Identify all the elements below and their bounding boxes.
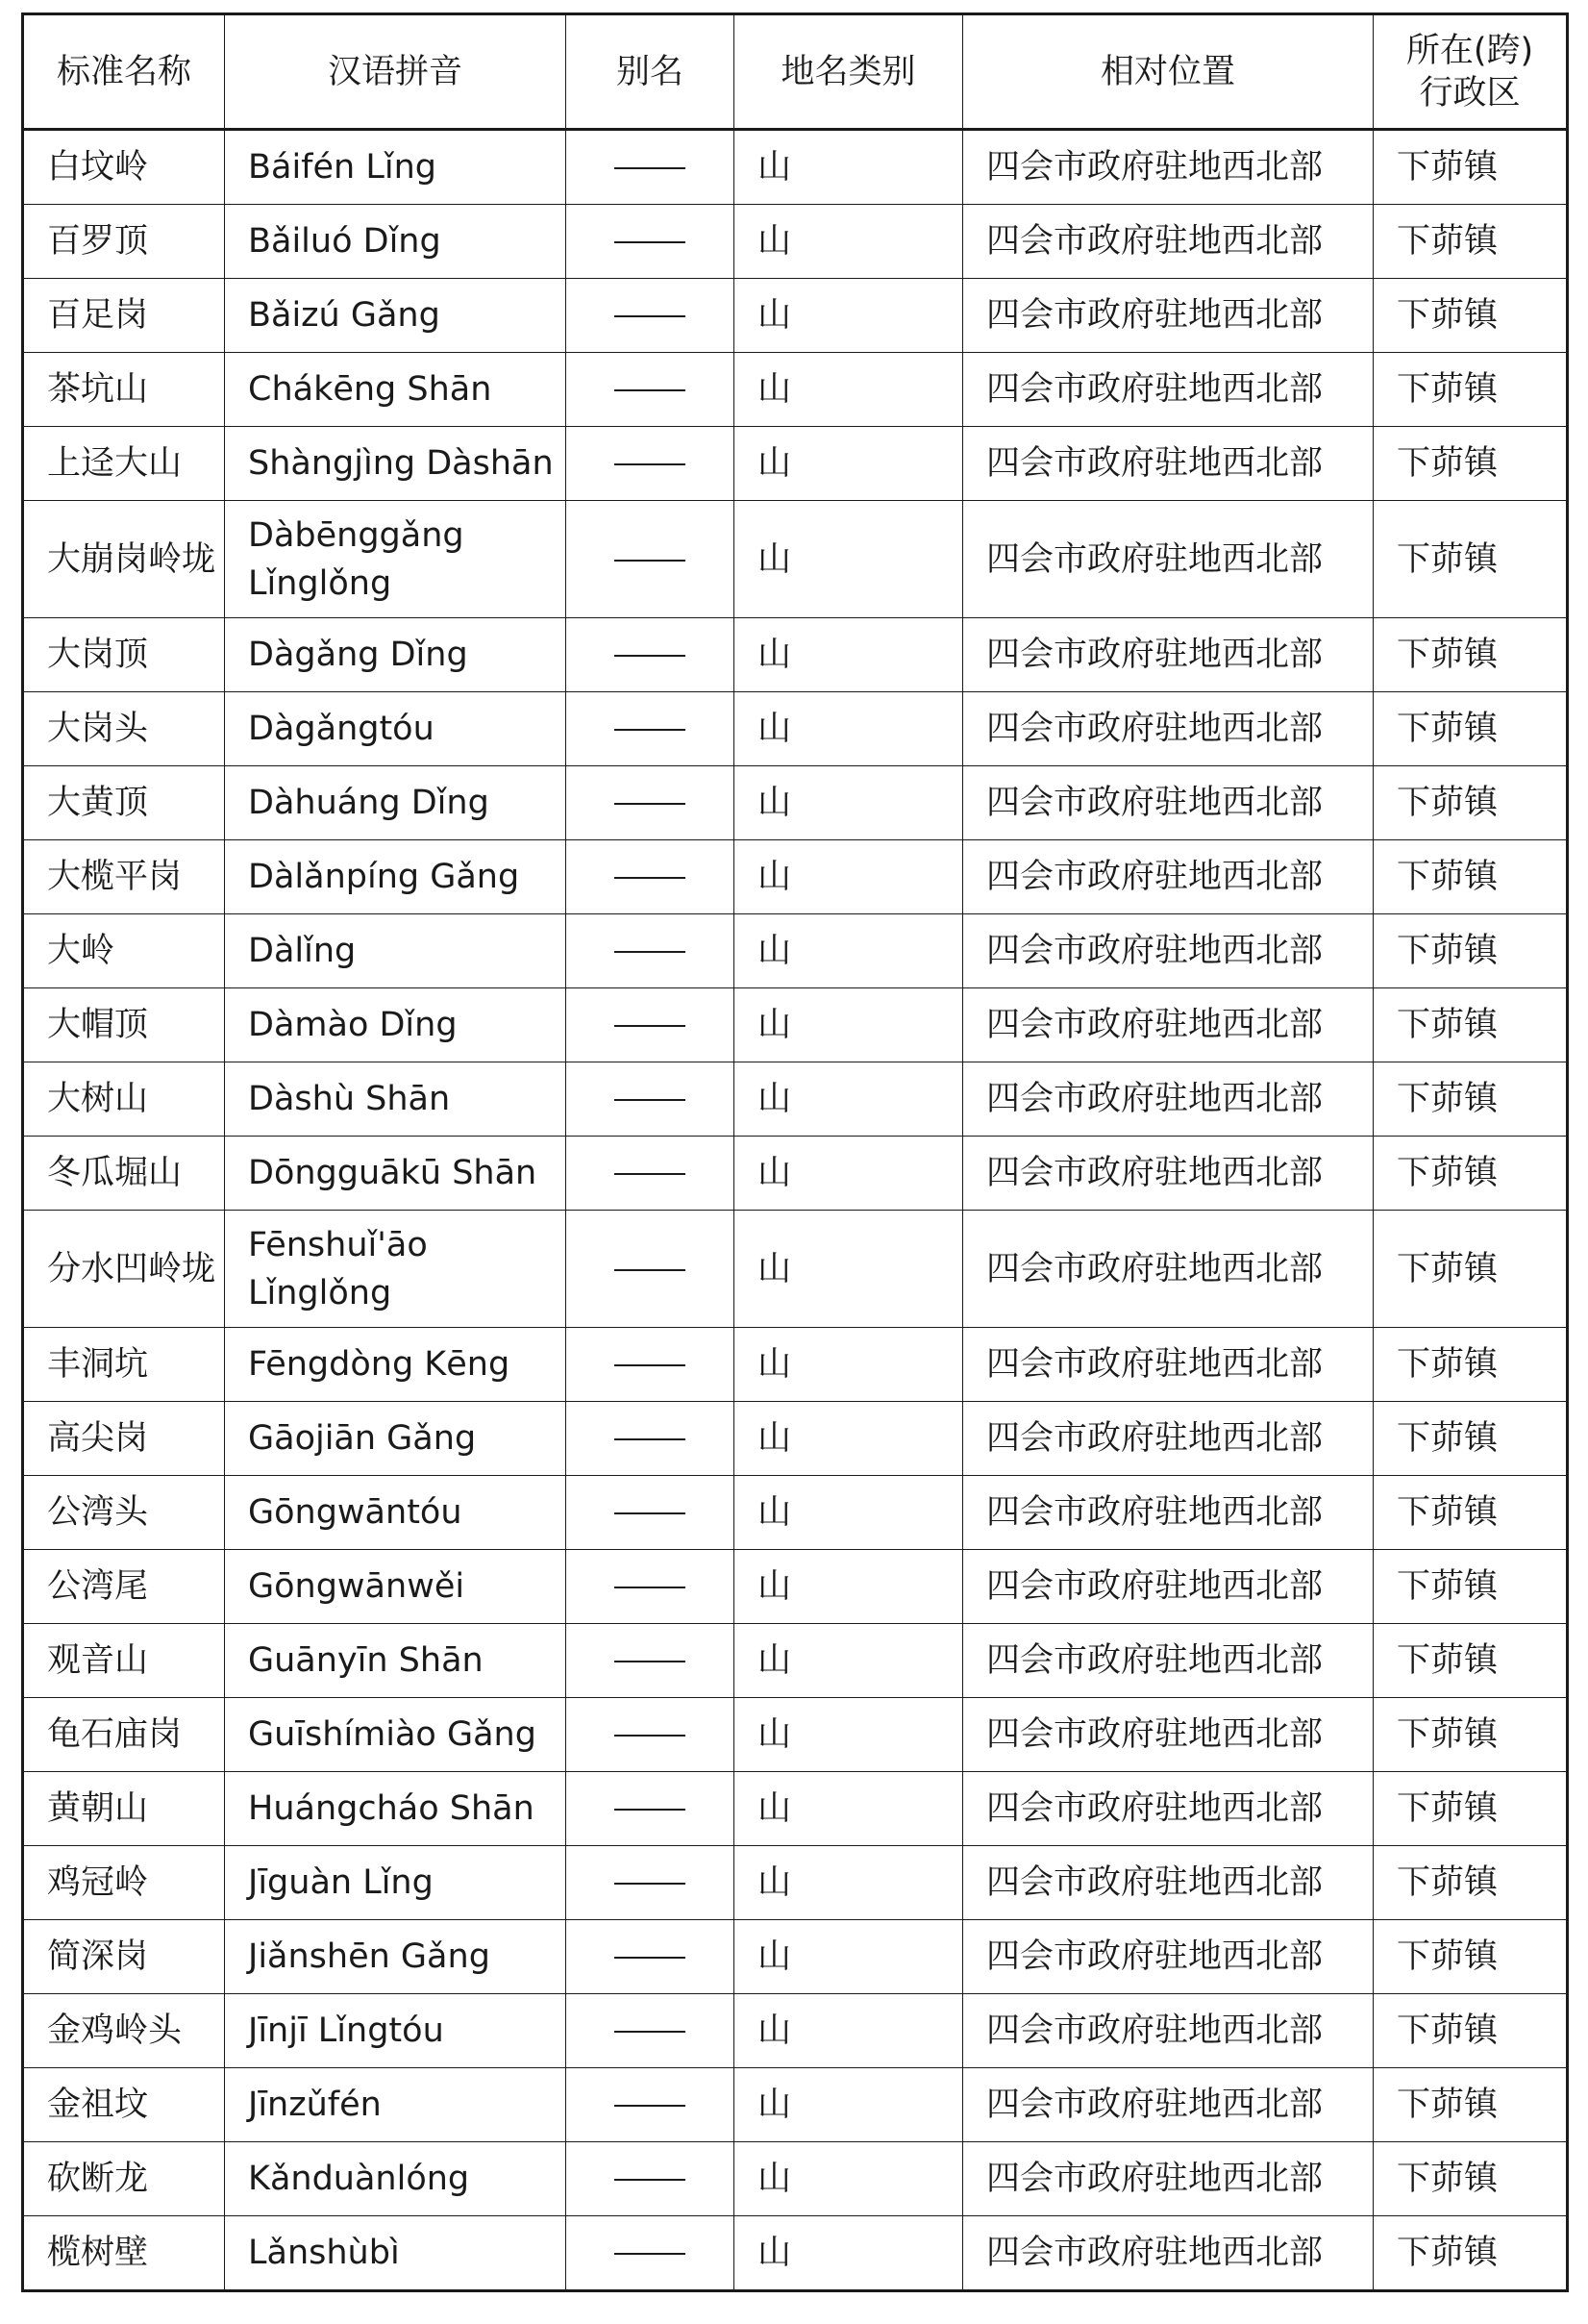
table-row [23,1137,1568,1211]
cell-alias [566,1624,734,1698]
alias-dash [614,1438,685,1440]
alias-dash [614,1364,685,1366]
table-row [23,1772,1568,1846]
cell-relative-position: 四会市政府驻地西北部 [963,2142,1374,2216]
cell-pinyin: Kǎnduànlóng [225,2142,566,2216]
cell-pinyin: Chákēng Shān [225,353,566,427]
cell-admin-region: 下茆镇 [1374,840,1568,914]
cell-alias [566,988,734,1062]
cell-pinyin: Dōngguākū Shān [225,1137,566,1211]
cell-relative-position: 四会市政府驻地西北部 [963,501,1374,618]
cell-pinyin: Dàshù Shān [225,1062,566,1137]
cell-pinyin: Fēngdòng Kēng [225,1328,566,1402]
cell-category: 山 [734,130,963,205]
table-row [23,130,1568,205]
cell-standard-name: 大榄平岗 [23,840,225,914]
cell-pinyin: Gōngwāntóu [225,1476,566,1550]
cell-standard-name: 大树山 [23,1062,225,1137]
alias-dash [614,2105,685,2107]
cell-category: 山 [734,914,963,988]
table-row [23,692,1568,766]
alias-dash [614,1957,685,1959]
cell-standard-name: 简深岗 [23,1920,225,1994]
table-row [23,1846,1568,1920]
cell-admin-region: 下茆镇 [1374,914,1568,988]
cell-category: 山 [734,766,963,840]
cell-category: 山 [734,988,963,1062]
cell-relative-position: 四会市政府驻地西北部 [963,1920,1374,1994]
cell-relative-position: 四会市政府驻地西北部 [963,1062,1374,1137]
cell-admin-region: 下茆镇 [1374,1846,1568,1920]
cell-category: 山 [734,2068,963,2142]
cell-alias [566,1550,734,1624]
cell-alias [566,2068,734,2142]
cell-pinyin: Báifén Lǐng [225,130,566,205]
cell-standard-name: 金祖坟 [23,2068,225,2142]
cell-standard-name: 公湾尾 [23,1550,225,1624]
cell-admin-region: 下茆镇 [1374,1328,1568,1402]
table-row [23,618,1568,692]
cell-pinyin: Jīguàn Lǐng [225,1846,566,1920]
cell-category: 山 [734,427,963,501]
cell-alias [566,1062,734,1137]
alias-dash [614,729,685,731]
alias-dash [614,1173,685,1175]
cell-alias [566,692,734,766]
table-row [23,1211,1568,1328]
cell-admin-region: 下茆镇 [1374,1994,1568,2068]
table-row [23,1402,1568,1476]
cell-standard-name: 龟石庙岗 [23,1698,225,1772]
cell-pinyin: Dàgǎng Dǐng [225,618,566,692]
alias-dash [614,2031,685,2033]
cell-category: 山 [734,1211,963,1328]
cell-standard-name: 百罗顶 [23,205,225,279]
cell-admin-region: 下茆镇 [1374,1476,1568,1550]
header-category: 地名类别 [734,14,963,130]
cell-relative-position: 四会市政府驻地西北部 [963,1476,1374,1550]
cell-relative-position: 四会市政府驻地西北部 [963,279,1374,353]
cell-category: 山 [734,1994,963,2068]
cell-standard-name: 观音山 [23,1624,225,1698]
cell-pinyin: Gāojiān Gǎng [225,1402,566,1476]
cell-alias [566,1402,734,1476]
cell-admin-region: 下茆镇 [1374,1211,1568,1328]
table-row [23,279,1568,353]
alias-dash [614,560,685,562]
cell-category: 山 [734,1328,963,1402]
cell-category: 山 [734,2216,963,2291]
cell-pinyin: Guānyīn Shān [225,1624,566,1698]
alias-dash [614,803,685,805]
cell-admin-region: 下茆镇 [1374,2216,1568,2291]
table-row [23,1476,1568,1550]
table-header [23,14,1568,130]
cell-alias [566,501,734,618]
cell-admin-region: 下茆镇 [1374,1402,1568,1476]
cell-relative-position: 四会市政府驻地西北部 [963,1994,1374,2068]
table-row [23,501,1568,618]
cell-pinyin: Dàhuáng Dǐng [225,766,566,840]
cell-category: 山 [734,1402,963,1476]
cell-alias [566,1772,734,1846]
cell-relative-position: 四会市政府驻地西北部 [963,2216,1374,2291]
header-admin-region [1374,14,1568,130]
cell-alias [566,205,734,279]
cell-relative-position: 四会市政府驻地西北部 [963,1698,1374,1772]
cell-alias [566,353,734,427]
cell-alias [566,840,734,914]
alias-dash [614,1512,685,1514]
place-name-table [21,12,1569,2292]
cell-admin-region: 下茆镇 [1374,427,1568,501]
cell-standard-name: 分水凹岭垅 [23,1211,225,1328]
alias-dash [614,1269,685,1271]
cell-standard-name: 大岭 [23,914,225,988]
cell-admin-region: 下茆镇 [1374,692,1568,766]
cell-admin-region: 下茆镇 [1374,1698,1568,1772]
cell-standard-name: 公湾头 [23,1476,225,1550]
cell-alias [566,1137,734,1211]
cell-pinyin: Gōngwānwěi [225,1550,566,1624]
cell-standard-name: 大黄顶 [23,766,225,840]
table-row [23,988,1568,1062]
cell-admin-region: 下茆镇 [1374,618,1568,692]
cell-category: 山 [734,1062,963,1137]
alias-dash [614,655,685,657]
cell-admin-region: 下茆镇 [1374,766,1568,840]
cell-alias [566,1920,734,1994]
cell-category: 山 [734,1920,963,1994]
cell-alias [566,1328,734,1402]
cell-category: 山 [734,1624,963,1698]
cell-standard-name: 白坟岭 [23,130,225,205]
table-row [23,766,1568,840]
cell-pinyin: Lǎnshùbì [225,2216,566,2291]
alias-dash [614,2253,685,2255]
cell-relative-position: 四会市政府驻地西北部 [963,1772,1374,1846]
cell-relative-position: 四会市政府驻地西北部 [963,2068,1374,2142]
header-pinyin: 汉语拼音 [225,14,566,130]
cell-admin-region: 下茆镇 [1374,501,1568,618]
header-relative-position: 相对位置 [963,14,1374,130]
cell-category: 山 [734,501,963,618]
cell-pinyin: Bǎiluó Dǐng [225,205,566,279]
cell-standard-name: 大帽顶 [23,988,225,1062]
cell-standard-name: 高尖岗 [23,1402,225,1476]
cell-category: 山 [734,205,963,279]
cell-relative-position: 四会市政府驻地西北部 [963,427,1374,501]
table-row [23,2142,1568,2216]
cell-alias [566,130,734,205]
cell-admin-region: 下茆镇 [1374,1062,1568,1137]
alias-dash [614,1099,685,1101]
cell-alias [566,1994,734,2068]
cell-relative-position: 四会市政府驻地西北部 [963,1328,1374,1402]
cell-standard-name: 鸡冠岭 [23,1846,225,1920]
cell-category: 山 [734,618,963,692]
table-row [23,1062,1568,1137]
cell-admin-region: 下茆镇 [1374,1137,1568,1211]
cell-alias [566,1846,734,1920]
cell-standard-name: 黄朝山 [23,1772,225,1846]
cell-standard-name: 大岗头 [23,692,225,766]
cell-relative-position: 四会市政府驻地西北部 [963,840,1374,914]
cell-category: 山 [734,840,963,914]
cell-relative-position: 四会市政府驻地西北部 [963,1624,1374,1698]
header-admin-line2: 行政区 [1419,73,1521,112]
cell-standard-name: 榄树壁 [23,2216,225,2291]
cell-category: 山 [734,1476,963,1550]
cell-category: 山 [734,692,963,766]
cell-pinyin: Jiǎnshēn Gǎng [225,1920,566,1994]
table-row [23,2068,1568,2142]
cell-standard-name: 上迳大山 [23,427,225,501]
cell-pinyin: Dàbēnggǎng Lǐnglǒng [225,501,566,618]
cell-category: 山 [734,2142,963,2216]
cell-category: 山 [734,1846,963,1920]
cell-relative-position: 四会市政府驻地西北部 [963,1402,1374,1476]
alias-dash [614,241,685,243]
cell-pinyin: Dàgǎngtóu [225,692,566,766]
cell-standard-name: 金鸡岭头 [23,1994,225,2068]
cell-pinyin: Huángcháo Shān [225,1772,566,1846]
alias-dash [614,1883,685,1885]
cell-relative-position: 四会市政府驻地西北部 [963,353,1374,427]
cell-relative-position: 四会市政府驻地西北部 [963,766,1374,840]
table-row [23,1550,1568,1624]
table-row [23,914,1568,988]
cell-standard-name: 砍断龙 [23,2142,225,2216]
cell-relative-position: 四会市政府驻地西北部 [963,618,1374,692]
alias-dash [614,1661,685,1662]
cell-standard-name: 大岗顶 [23,618,225,692]
alias-dash [614,463,685,465]
alias-dash [614,951,685,953]
cell-relative-position: 四会市政府驻地西北部 [963,1846,1374,1920]
cell-admin-region: 下茆镇 [1374,279,1568,353]
table-row [23,1698,1568,1772]
cell-admin-region: 下茆镇 [1374,1624,1568,1698]
alias-dash [614,389,685,391]
table-row [23,1994,1568,2068]
header-standard-name: 标准名称 [23,14,225,130]
cell-admin-region: 下茆镇 [1374,130,1568,205]
cell-alias [566,766,734,840]
cell-pinyin: Dàlǐng [225,914,566,988]
cell-admin-region: 下茆镇 [1374,1550,1568,1624]
alias-dash [614,1735,685,1737]
cell-pinyin: Dàlǎnpíng Gǎng [225,840,566,914]
cell-admin-region: 下茆镇 [1374,353,1568,427]
header-alias: 别名 [566,14,734,130]
cell-standard-name: 茶坑山 [23,353,225,427]
cell-alias [566,1698,734,1772]
cell-alias [566,1476,734,1550]
alias-dash [614,1025,685,1027]
alias-dash [614,1587,685,1588]
alias-dash [614,877,685,879]
cell-relative-position: 四会市政府驻地西北部 [963,1137,1374,1211]
cell-alias [566,2216,734,2291]
header-admin-line1: 所在(跨) [1405,31,1534,70]
cell-category: 山 [734,353,963,427]
cell-admin-region: 下茆镇 [1374,205,1568,279]
cell-standard-name: 冬瓜堀山 [23,1137,225,1211]
cell-pinyin: Shàngjìng Dàshān [225,427,566,501]
cell-alias [566,1211,734,1328]
cell-category: 山 [734,279,963,353]
table-row [23,840,1568,914]
table-row [23,353,1568,427]
cell-relative-position: 四会市政府驻地西北部 [963,1211,1374,1328]
table-row [23,1624,1568,1698]
cell-pinyin: Fēnshuǐ'āo Lǐnglǒng [225,1211,566,1328]
cell-alias [566,2142,734,2216]
cell-relative-position: 四会市政府驻地西北部 [963,988,1374,1062]
cell-alias [566,427,734,501]
table-row [23,1920,1568,1994]
cell-relative-position: 四会市政府驻地西北部 [963,914,1374,988]
alias-dash [614,167,685,169]
alias-dash [614,1809,685,1811]
alias-dash [614,2179,685,2181]
cell-relative-position: 四会市政府驻地西北部 [963,130,1374,205]
cell-relative-position: 四会市政府驻地西北部 [963,1550,1374,1624]
cell-category: 山 [734,1698,963,1772]
cell-pinyin: Guīshímiào Gǎng [225,1698,566,1772]
header-row [23,14,1568,130]
cell-admin-region: 下茆镇 [1374,2068,1568,2142]
cell-pinyin: Dàmào Dǐng [225,988,566,1062]
table-body [23,130,1568,2291]
table-row [23,2216,1568,2291]
cell-category: 山 [734,1772,963,1846]
cell-admin-region: 下茆镇 [1374,1772,1568,1846]
cell-alias [566,618,734,692]
cell-alias [566,279,734,353]
cell-pinyin: Jīnjī Lǐngtóu [225,1994,566,2068]
cell-alias [566,914,734,988]
cell-pinyin: Jīnzǔfén [225,2068,566,2142]
cell-category: 山 [734,1550,963,1624]
cell-admin-region: 下茆镇 [1374,988,1568,1062]
cell-standard-name: 丰洞坑 [23,1328,225,1402]
cell-admin-region: 下茆镇 [1374,1920,1568,1994]
cell-admin-region: 下茆镇 [1374,2142,1568,2216]
cell-pinyin: Bǎizú Gǎng [225,279,566,353]
cell-relative-position: 四会市政府驻地西北部 [963,205,1374,279]
table-row [23,427,1568,501]
cell-standard-name: 大崩岗岭垅 [23,501,225,618]
table-row [23,1328,1568,1402]
cell-category: 山 [734,1137,963,1211]
alias-dash [614,315,685,317]
table-row [23,205,1568,279]
cell-standard-name: 百足岗 [23,279,225,353]
cell-relative-position: 四会市政府驻地西北部 [963,692,1374,766]
